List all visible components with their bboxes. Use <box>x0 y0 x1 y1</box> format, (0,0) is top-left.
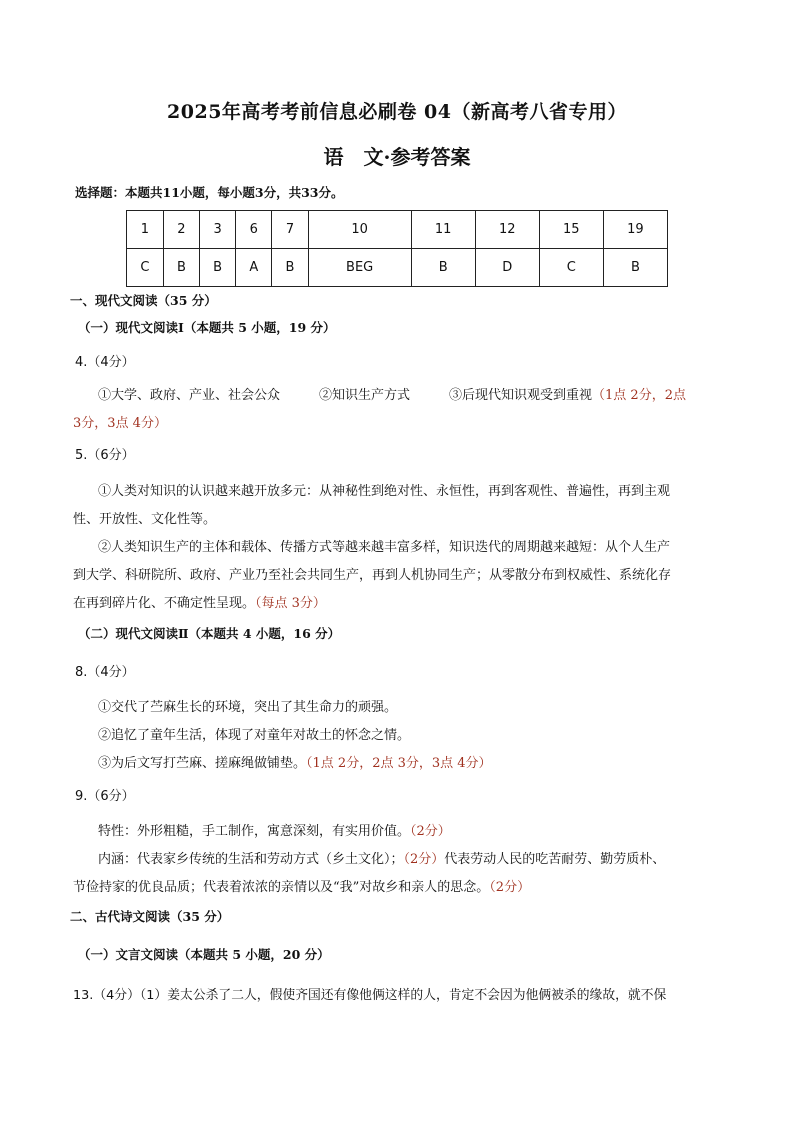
answer-line <box>73 876 530 895</box>
subsection-heading: （一）文言文阅读（本题共 5 小题，20 分） <box>78 947 330 962</box>
score-note: （2分） <box>410 824 451 839</box>
question-number-cell: 6 <box>236 211 272 249</box>
answer-text: 到大学、科研院所、政府、产业乃至社会共同生产，再到人机协同生产；从零散分布到权威性、系统化存 <box>73 568 672 583</box>
answer-text: 内涵：代表家乡传统的生活和劳动方式（乡土文化）； <box>98 852 404 867</box>
answer-table-question-row <box>127 211 668 249</box>
question-number-cell: 10 <box>308 211 411 249</box>
score-note: （1点 2分，2点 <box>592 388 686 403</box>
answer-text: 13.（4分）（1）姜太公杀了二人，假使齐国还有像他俩这样的人，肯定不会因为他俩被杀的缘故，就不保 <box>73 988 667 1003</box>
question-label: 9.（6分） <box>75 789 135 804</box>
subsection-heading: （二）现代文阅读Ⅱ（本题共 4 小题，16 分） <box>78 626 341 641</box>
answer-table <box>126 210 668 287</box>
section-heading: 二、古代诗文阅读（35 分） <box>70 909 230 924</box>
answer-cell: C <box>539 249 603 287</box>
section-heading: 一、现代文阅读（35 分） <box>70 293 217 308</box>
question-number-cell: 11 <box>411 211 475 249</box>
answer-text: 节俭持家的优良品质；代表着浓浓的亲情以及“我”对故乡和亲人的思念。 <box>73 880 490 895</box>
question-number-cell: 7 <box>272 211 308 249</box>
question-label: 5.（6分） <box>75 448 135 463</box>
answer-cell: C <box>127 249 164 287</box>
score-note: （2分） <box>403 852 445 867</box>
document-subtitle: 语 文·参考答案 <box>323 145 471 169</box>
question-number-cell: 12 <box>475 211 539 249</box>
answer-cell: B <box>200 249 236 287</box>
answer-text: 在再到碎片化、不确定性呈现。 <box>73 596 256 611</box>
answer-text: 特性：外形粗糙，手工制作，寓意深刻，有实用价值。 <box>98 824 411 839</box>
answer-line <box>98 820 451 839</box>
answer-line <box>98 752 492 771</box>
question-number-cell: 3 <box>200 211 236 249</box>
answer-cell: D <box>475 249 539 287</box>
score-note: 3分，3点 4分） <box>73 416 167 431</box>
answer-cell: B <box>411 249 475 287</box>
score-note: （2分） <box>489 880 531 895</box>
document-title: 2025年高考考前信息必刷卷 04（新高考八省专用） <box>167 101 627 123</box>
answer-text: ③为后文写打苎麻、搓麻绳做铺垫。 <box>98 756 307 771</box>
question-number-cell: 1 <box>127 211 164 249</box>
answer-text: 代表劳动人民的吃苦耐劳、勤劳质朴、 <box>444 852 666 867</box>
answer-cell: B <box>163 249 199 287</box>
question-number-cell: 2 <box>163 211 199 249</box>
question-number-cell: 15 <box>539 211 603 249</box>
answer-table-answer-row <box>127 249 668 287</box>
answer-text: ①大学、政府、产业、社会公众 ②知识生产方式 ③后现代知识观受到重视 <box>98 388 593 403</box>
score-note: （每点 3分） <box>255 596 326 611</box>
answer-cell: A <box>236 249 272 287</box>
question-label: 8.（4分） <box>75 665 135 680</box>
answer-text: ②人类知识生产的主体和载体、传播方式等越来越丰富多样，知识迭代的周期越来越短：从个人生产 <box>98 540 671 555</box>
subsection-heading: （一）现代文阅读Ⅰ（本题共 5 小题，19 分） <box>78 320 336 335</box>
question-number-cell: 19 <box>603 211 667 249</box>
multiple-choice-intro: 选择题：本题共11小题，每小题3分，共33分。 <box>75 185 344 200</box>
score-note: （1点 2分，2点 3分，3点 4分） <box>306 756 492 771</box>
answer-text: ①交代了苎麻生长的环境，突出了其生命力的顽强。 <box>98 700 398 715</box>
answer-line <box>98 384 686 403</box>
answer-line <box>73 592 326 611</box>
answer-cell: BEG <box>308 249 411 287</box>
question-label: 4.（4分） <box>75 355 135 370</box>
answer-text: ②追忆了童年生活，体现了对童年对故土的怀念之情。 <box>98 728 411 743</box>
answer-cell: B <box>272 249 308 287</box>
answer-text: 性、开放性、文化性等。 <box>73 512 217 527</box>
answer-line <box>98 848 665 867</box>
answer-cell: B <box>603 249 667 287</box>
answer-text: ①人类对知识的认识越来越开放多元：从神秘性到绝对性、永恒性，再到客观性、普遍性，再到主观 <box>98 484 671 499</box>
